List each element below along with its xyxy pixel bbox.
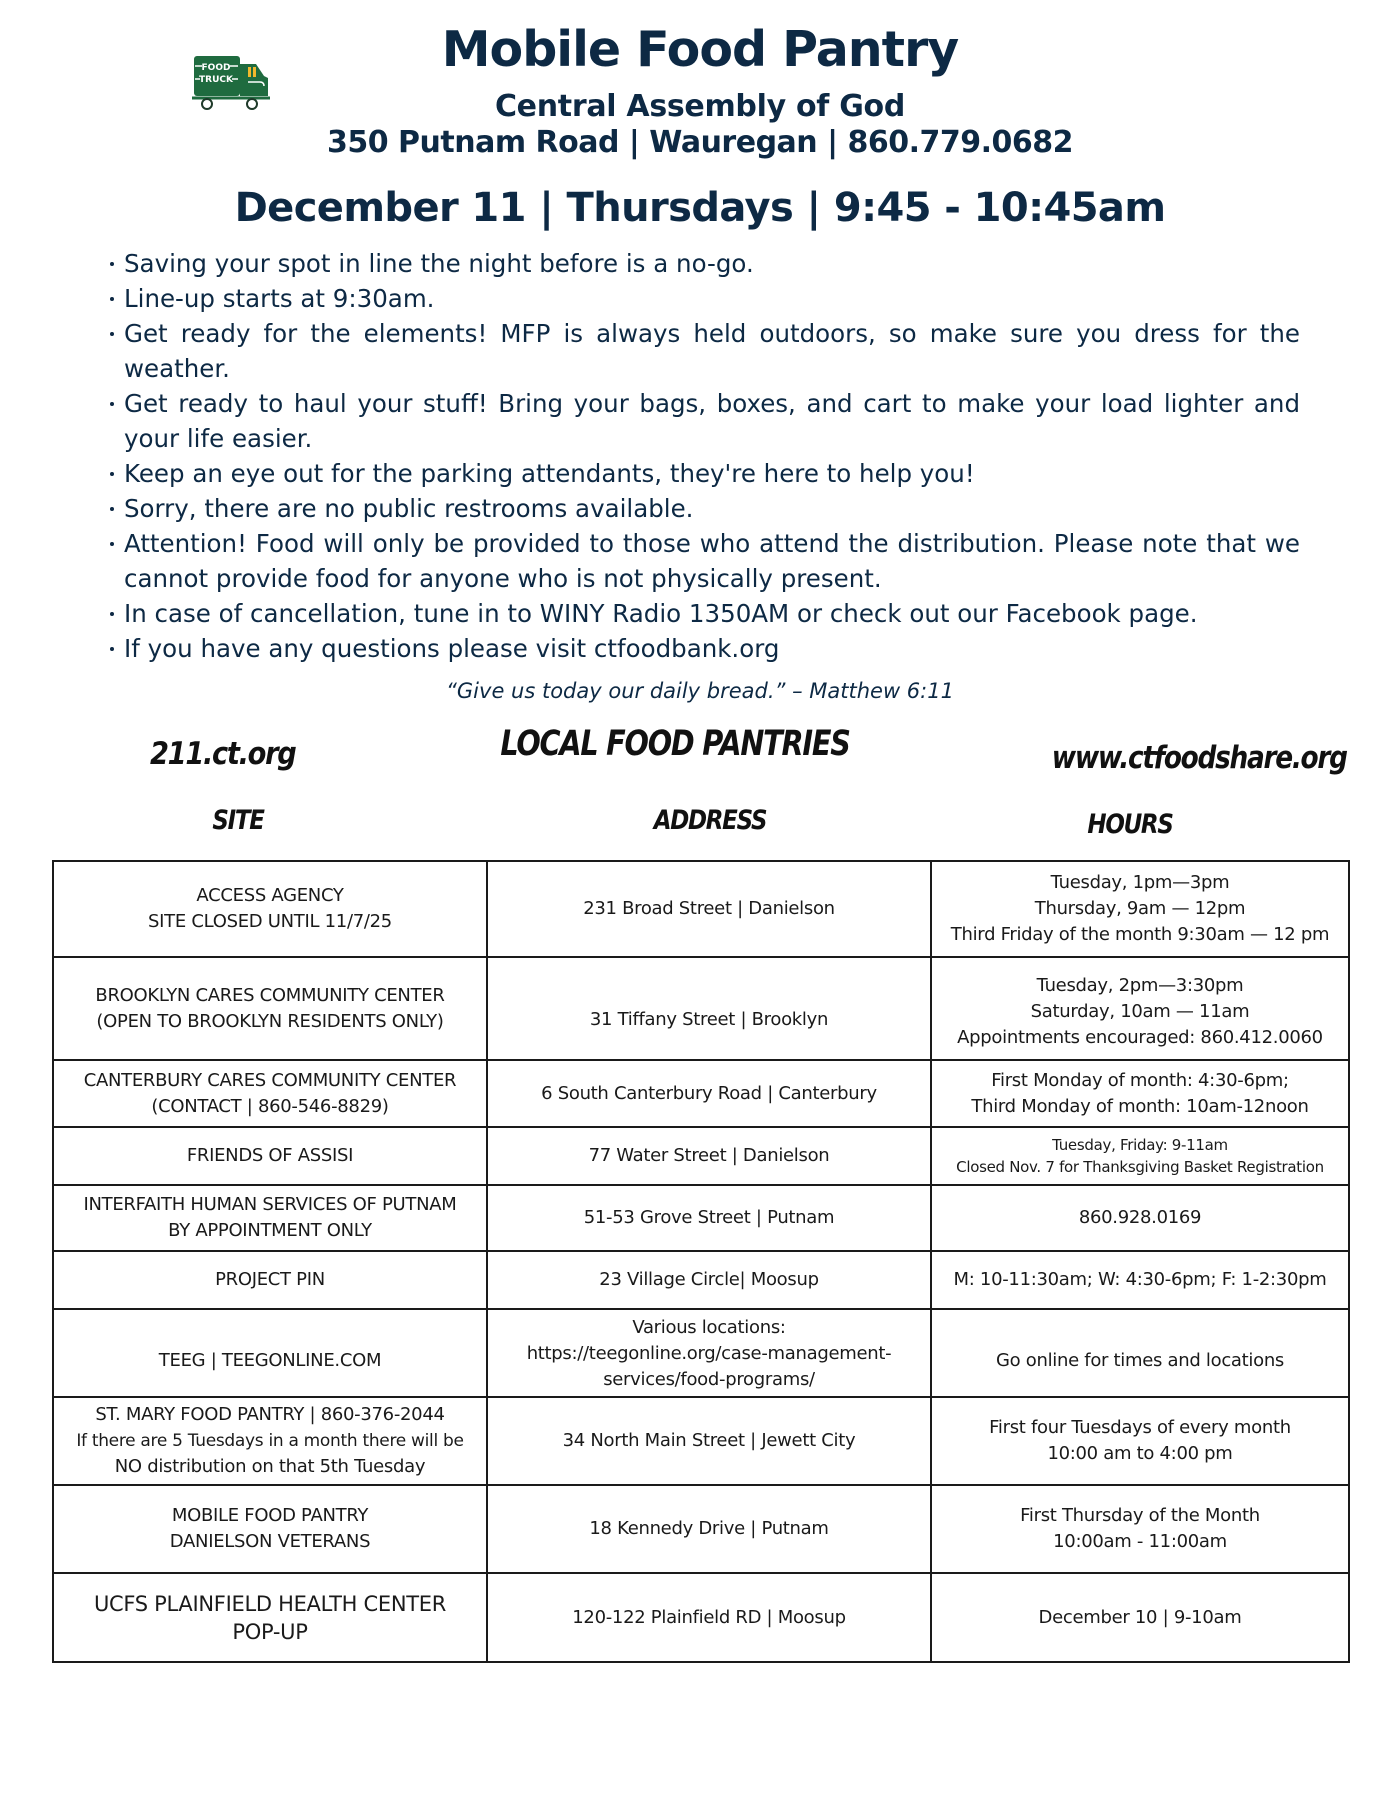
- address-cell: 23 Village Circle| Moosup: [487, 1251, 931, 1309]
- site-cell: ACCESS AGENCY SITE CLOSED UNTIL 11/7/25: [53, 861, 487, 957]
- rule-item: Get ready to haul your stuff! Bring your bags, boxes, and cart to make your load lighter and your life easier.: [120, 386, 1300, 456]
- site-cell: FRIENDS OF ASSISI: [53, 1127, 487, 1185]
- site-cell: ST. MARY FOOD PANTRY | 860-376-2044 If there are 5 Tuesdays in a month there will be NO distribution on that 5th Tuesday: [53, 1397, 487, 1485]
- site-cell: TEEG | TEEGONLINE.COM: [53, 1309, 487, 1397]
- hours-cell: Tuesday, 1pm—3pm Thursday, 9am — 12pm Third Friday of the month 9:30am — 12 pm: [931, 861, 1349, 957]
- address-cell: 34 North Main Street | Jewett City: [487, 1397, 931, 1485]
- site-cell: PROJECT PIN: [53, 1251, 487, 1309]
- page-title: Mobile Food Pantry: [441, 21, 959, 78]
- hours-cell: Tuesday, Friday: 9-11am Closed Nov. 7 for Thanksgiving Basket Registration: [931, 1127, 1349, 1185]
- table-row: [53, 1185, 1349, 1251]
- bullet-icon: [110, 542, 114, 546]
- table-row: [53, 1485, 1349, 1573]
- rule-item: In case of cancellation, tune in to WINY Radio 1350AM or check out our Facebook page.: [120, 596, 1300, 631]
- bullet-icon: [110, 332, 114, 336]
- table-row: [53, 957, 1349, 1060]
- table-row: [53, 1309, 1349, 1397]
- address-cell: 231 Broad Street | Danielson: [487, 861, 931, 957]
- hours-cell: December 10 | 9-10am: [931, 1573, 1349, 1662]
- column-header-hours: HOURS: [1087, 809, 1173, 840]
- teeg-link[interactable]: https://teegonline.org/case-management-: [526, 1343, 892, 1364]
- hours-cell: 860.928.0169: [931, 1185, 1349, 1251]
- rule-item: Attention! Food will only be provided to those who attend the distribution. Please note that we cannot provide food for anyone who is not physically present.: [120, 526, 1300, 596]
- bullet-icon: [110, 262, 114, 266]
- address-cell: 77 Water Street | Danielson: [487, 1127, 931, 1185]
- bullet-icon: [110, 402, 114, 406]
- table-row: [53, 1127, 1349, 1185]
- site-cell: MOBILE FOOD PANTRY DANIELSON VETERANS: [53, 1485, 487, 1573]
- hours-cell: M: 10-11:30am; W: 4:30-6pm; F: 1-2:30pm: [931, 1251, 1349, 1309]
- column-header-site: SITE: [212, 805, 264, 836]
- address-cell: 120-122 Plainfield RD | Moosup: [487, 1573, 931, 1662]
- rule-item: If you have any questions please visit ctfoodbank.org: [120, 631, 1300, 666]
- address-cell: 18 Kennedy Drive | Putnam: [487, 1485, 931, 1573]
- logo-text-truck: TRUCK: [199, 75, 233, 85]
- bullet-icon: [110, 472, 114, 476]
- food-truck-icon: [192, 52, 272, 114]
- rule-item: Keep an eye out for the parking attendants, they're here to help you!: [120, 456, 1300, 491]
- table-row: [53, 1060, 1349, 1127]
- rule-item: Line-up starts at 9:30am.: [120, 281, 1300, 316]
- bullet-icon: [110, 297, 114, 301]
- hours-cell: First Monday of month: 4:30-6pm; Third Monday of month: 10am-12noon: [931, 1060, 1349, 1127]
- address-cell: 51-53 Grove Street | Putnam: [487, 1185, 931, 1251]
- hours-cell: Tuesday, 2pm—3:30pm Saturday, 10am — 11am Appointments encouraged: 860.412.0060: [931, 957, 1349, 1060]
- site-cell: UCFS PLAINFIELD HEALTH CENTER POP-UP: [53, 1573, 487, 1662]
- hours-cell: First four Tuesdays of every month 10:00 am to 4:00 pm: [931, 1397, 1349, 1485]
- address-cell: Various locations: https://teegonline.org/case-management- services/food-programs/: [487, 1309, 931, 1397]
- table-row: [53, 861, 1349, 957]
- pantries-table: [52, 860, 1350, 1663]
- column-header-address: ADDRESS: [653, 805, 767, 836]
- bullet-icon: [110, 647, 114, 651]
- rule-item: Saving your spot in line the night before is a no-go.: [120, 246, 1300, 281]
- link-ctfoodshare[interactable]: www.ctfoodshare.org: [1051, 740, 1347, 776]
- table-row: [53, 1573, 1349, 1662]
- address-cell: 31 Tiffany Street | Brooklyn: [487, 957, 931, 1060]
- host-name: Central Assembly of God: [494, 89, 906, 124]
- logo-text-food: FOOD: [201, 63, 231, 73]
- scripture-quote: “Give us today our daily bread.” – Matthew 6:11: [446, 679, 954, 703]
- pantries-heading: LOCAL FOOD PANTRIES: [500, 724, 850, 764]
- distribution-schedule: December 11 | Thursdays | 9:45 - 10:45am: [234, 185, 1166, 231]
- link-211[interactable]: 211.ct.org: [150, 736, 296, 772]
- bullet-icon: [110, 612, 114, 616]
- site-cell: CANTERBURY CARES COMMUNITY CENTER (CONTACT | 860-546-8829): [53, 1060, 487, 1127]
- site-cell: INTERFAITH HUMAN SERVICES OF PUTNAM BY APPOINTMENT ONLY: [53, 1185, 487, 1251]
- rule-item: Get ready for the elements! MFP is always held outdoors, so make sure you dress for the weather.: [120, 316, 1300, 386]
- food-truck-logo: [192, 52, 272, 114]
- bullet-icon: [110, 507, 114, 511]
- hours-cell: First Thursday of the Month 10:00am - 11:00am: [931, 1485, 1349, 1573]
- rule-item: Sorry, there are no public restrooms available.: [120, 491, 1300, 526]
- site-cell: BROOKLYN CARES COMMUNITY CENTER (OPEN TO BROOKLYN RESIDENTS ONLY): [53, 957, 487, 1060]
- hours-cell: Go online for times and locations: [931, 1309, 1349, 1397]
- table-row: [53, 1397, 1349, 1485]
- host-address: 350 Putnam Road | Wauregan | 860.779.0682: [326, 125, 1074, 160]
- rules-list: [120, 246, 1300, 666]
- table-row: [53, 1251, 1349, 1309]
- address-cell: 6 South Canterbury Road | Canterbury: [487, 1060, 931, 1127]
